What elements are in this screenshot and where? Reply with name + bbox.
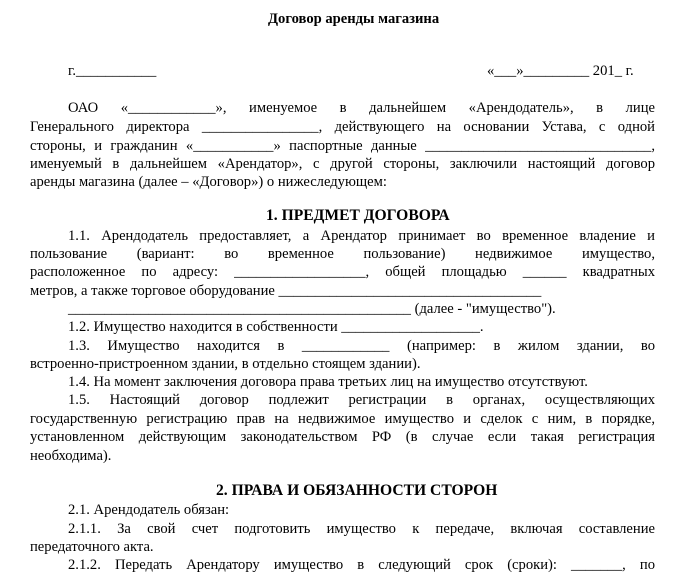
section-1-line: необходима). bbox=[30, 448, 112, 464]
section-1-line: государственную регистрацию прав на недвижимое имущество и сделок с ним, в порядке, bbox=[30, 411, 655, 427]
section-2-line: передаточного акта. bbox=[30, 539, 154, 555]
section-1-line: метров, а также торговое оборудование ____________________________________ bbox=[30, 283, 542, 299]
preamble-line: аренды магазина (далее – «Договор») о нижеследующем: bbox=[30, 174, 387, 190]
preamble-line: ОАО «____________», именуемое в дальнейшем «Арендодатель», в лице bbox=[68, 100, 655, 116]
section-1-line: установленном действующим законодательством РФ (в случае если такая регистрация bbox=[30, 429, 655, 445]
section-2-heading: 2. ПРАВА И ОБЯЗАННОСТИ СТОРОН bbox=[216, 482, 498, 499]
section-1-line: расположенное по адресу: __________________, общей площадью ______ квадратных bbox=[30, 264, 655, 280]
preamble-line: стороны, и гражданин «___________» паспортные данные _______________________________, bbox=[30, 138, 655, 154]
preamble-line: Генерального директора ________________, действующего на основании Устава, с одной bbox=[30, 119, 655, 135]
section-1-line: 1.4. На момент заключения договора права третьих лиц на имущество отсутствуют. bbox=[68, 374, 588, 390]
contract-place: г.___________ bbox=[68, 63, 157, 79]
section-1-line: пользование (вариант: во временное пользование) недвижимое имущество, bbox=[30, 246, 655, 262]
section-1-line: _______________________________________________ (далее - "имущество"). bbox=[68, 301, 556, 317]
section-2-line: 2.1. Арендодатель обязан: bbox=[68, 502, 230, 518]
contract-date: «___»_________ 201_ г. bbox=[487, 63, 634, 79]
section-1-line: 1.2. Имущество находится в собственности ___________________. bbox=[68, 319, 484, 335]
section-1-heading: 1. ПРЕДМЕТ ДОГОВОРА bbox=[266, 207, 450, 224]
section-2-line: 2.1.2. Передать Арендатору имущество в следующий срок (сроки): _______, по bbox=[68, 557, 655, 573]
section-2-line: 2.1.1. За свой счет подготовить имущество к передаче, включая составление bbox=[68, 521, 655, 537]
section-1-line: 1.5. Настоящий договор подлежит регистрации в органах, осуществляющих bbox=[68, 392, 655, 408]
section-1-line: 1.1. Арендодатель предоставляет, а Арендатор принимает во временное владение и bbox=[68, 228, 655, 244]
section-1-line: встроенно-пристроенном здании, в отдельно стоящем здании). bbox=[30, 356, 421, 372]
document-title: Договор аренды магазина bbox=[268, 11, 440, 27]
section-1-line: 1.3. Имущество находится в ____________ (например: в жилом здании, во bbox=[68, 338, 655, 354]
preamble-line: именуемый в дальнейшем «Арендатор», с другой стороны, заключили настоящий договор bbox=[30, 156, 655, 172]
